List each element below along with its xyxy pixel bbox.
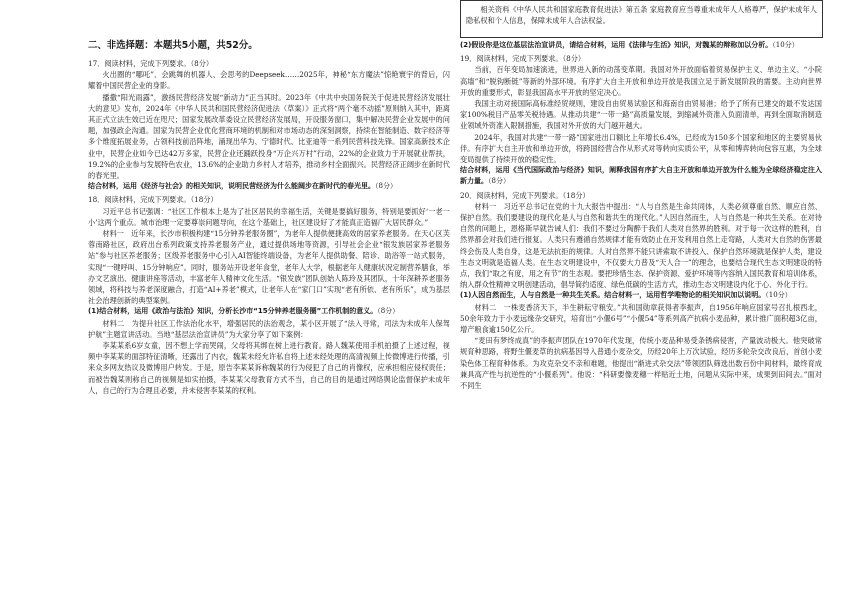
- q19-para-2: 我国主动对接国际高标准经贸规则，建设自由贸易试验区和海南自由贸易港；给予了所有已建交的最不发达国家100%税目产品零关税待遇。从推动共建“一带一路”高质量发展，到缩减外资准入负面清单，再到全面取消制造业领域外资准入限制措施，我国对外开放的大门越开越大。: [460, 99, 822, 131]
- section-title: 二、非选择题：本题共5小题，共52分。: [88, 40, 258, 51]
- q17-ask: 结合材料，运用《经济与社会》的相关知识，说明民营经济为什么能阔步在新时代的春光里。: [88, 182, 375, 191]
- q18-question-2: [460, 40, 822, 51]
- q20-stem: 20．阅读材料，完成下列要求。（18分）: [460, 190, 590, 200]
- q17-para-1: 火出圈的“哪吒”、会跳舞的机器人、会思考的Deepseek……2025年，神秘“东方魔法”惊艳寰宇的背后，闪耀着中国民营企业的身影。: [88, 70, 450, 91]
- q19-para-1: 当前，百年变局加速演进，世界进入新的动荡变革期。我国对外开放面临着贸易保护主义、单边主义、“小院高墙”和“脱钩断链”等新的外部环境。有序扩大自主开放和单边开放是我国立足于新发展阶段的需要。主动向世界开放的重要形式，彰显我国高水平开放的坚定决心。: [460, 65, 822, 97]
- q17-score: （8分）: [375, 182, 397, 191]
- q20-material-2-b: “麦田有梦终成真”的李振声团队在1970年代发现，传统小麦品种易受条锈病侵害，产量波动极大。他突破常规育种思路，将野生偃麦草的抗病基因导入普通小麦杂交，历经20年上万次试验，经历多轮杂交改良后，首创小麦染色体工程育种体系。为攻克杂交不亲和难题，他提出“渐进式杂交法”带领团队筛选出数百份中间材料，最终育成兼具高产性与抗逆性的“小偃系列”。他说：“科研要像麦穗一样贴近土地，问题从实际中来，成果到田间去。”面对不同生: [460, 336, 822, 391]
- q18-ask-1: (1)结合材料，运用《政治与法治》知识，分析长沙市“15分钟养老服务圈”工作机制的意义。: [88, 307, 378, 316]
- reference-text: 相关资料《中华人民共和国家庭教育促进法》第五条 家庭教育应当尊重未成年人人格尊严，保护未成年人隐私权和个人信息，保障未成年人合法权益。: [466, 5, 817, 26]
- q17-question: [88, 181, 450, 192]
- q20-ask-1: (1)人因自然而生，人与自然是一种共生关系。结合材料一，运用哲学唯物论的相关知识加以说明。: [460, 291, 766, 300]
- q19-question: [460, 165, 822, 187]
- q18-ask-2: (2)假设你是这位基层法治宣讲员，请结合材料，运用《法律与生活》知识，对魏某的辩称加以分析。: [460, 41, 773, 49]
- reference-box: [460, 0, 823, 38]
- q17-stem: 17．阅读材料，完成下列要求。（8分）: [88, 59, 214, 68]
- q18-material-1: 材料一 近年来，长沙市积极构建“15分钟养老服务圈”，为老年人提供便捷高效的居家养老服务。在天心区芙蓉南路社区，政府出台系列政策支持养老服务产业，通过提供场地等资源，引导社会企业“银发族居家养老服务站”参与社区养老服务；区级养老服务中心引入AI智能终端设备，为老年人提供助餐、陪诊、助浴等一站式服务，实现“一键呼叫、15分钟响应”。同时，服务站开设老年食堂，老年人大学，根据老年人健康状况定制营养膳食，举办文艺演出、健康讲座等活动，丰富老年人精神文化生活。“银发族”团队创始人陈玲及其团队，十年深耕养老服务领域，将科技与养老深度融合，打造“AI+养老”模式，让老年人在“家门口”实现“老有所依、老有所乐”，成为基层社会治理创新的典型案例。: [88, 229, 450, 306]
- q19-ask: 结合材料，运用《当代国际政治与经济》知识，阐释我国有序扩大自主开放和单边开放为什么能为全球经济稳定注入新力量。: [460, 166, 822, 186]
- q20-question-1: [460, 290, 822, 301]
- q20-material-2: 材料二 一株麦香济天下，半生耕耘守粮安。”共和国勋章获得者李振声，自1956年响应国家号召扎根西北，50余年致力于小麦远缘杂交研究，培育出“小偃6号”“小偃54”等系列高产抗病小麦品种，累计推广面积超3亿亩，增产粮食逾150亿公斤。: [460, 302, 822, 335]
- right-column: [460, 40, 822, 391]
- q18-score-2: （10分）: [772, 41, 799, 49]
- q18-intro: 习近平总书记强调：“社区工作根本上是为了社区居民的幸福生活，关键是要搞好服务，特别是要抓好‘一老一小’这两个重点。城市治理一定要尊崇问题导向，在这个基础上，社区建设好了才能真正造福广大居民群众。”: [88, 206, 450, 227]
- q20-score-1: （10分）: [765, 291, 792, 300]
- q17-para-2: 播撒“阳光雨露”，激扬民营经济发展“新动力”正当其时。2023年《中共中央国务院关于促进民营经济发展壮大的意见》发布，2024年《中华人民共和国民营经济促进法（草案）》正式将“两个毫不动摇”原则纳入其中，距离其正式立法生效已近在咫尺；国家发展改革委设立民营经济发展局，开设服务窗口，集中解决民营企业发展中的问题，加强政企沟通。国家为民营企业优化营商环境的机制和对市场动态的深刻洞察，持续在智能制造、数字经济等多个维度拓展业务，占领科技前沿阵地，涌现出华为、宁德时代、比亚迪等一系列民营科技先锋。国家高新技术企业中，民营企业如今已达42万多家，民营企业还踊跃投身“万企兴万村”行动，22%的企业致力于开展就业帮扶，19.2%的企业参与发展特色农业，13.6%的企业助力乡村人才培养，推动乡村全面振兴。民营经济正阔步在新时代的春光里。: [88, 92, 450, 181]
- q18-stem: 18．阅读材料，完成下列要求。（18分）: [88, 195, 218, 205]
- q18-material-2: 材料二 为提升社区工作法治化水平，增强居民的法治观念，某小区开展了“法入寻常，司法为未成年人保驾护航”主题宣讲活动。当地“基层法治宣讲员”为大家分享了如下案例：: [88, 318, 450, 339]
- q18-material-2-case: 李某某系6岁女童，因不想上学而哭闹，父母将其绑在树上进行教育。路人魏某使用手机拍摄了上述过程，视频中李某某的面部特征清晰，还露出了内衣，魏某未经允许私自将上述未经处理的高清视频上传微博进行传播，引来众多网友热议及微博用户转发。于是，原告李某某诉称魏某的行为侵犯了自己的肖像权，应承担相应侵权责任；而被告魏某则称自己的视频是如实拍摄，李某某父母教育方式不当，自己的目的是通过网络舆论监督保护未成年人，自己的行为合理且必要，并未侵害李某某的权利。: [88, 341, 450, 395]
- q18-question-1: [88, 306, 450, 317]
- left-column: [88, 38, 450, 396]
- q19-para-3: 2024年，我国对共建“一带一路”国家进出口额比上年增长6.4%，已经成为150多个国家和地区的主要贸易伙伴。有序扩大自主开放和单边开放，将跨国经营合作从形式对等转向实质公平，从零和博弈转向包容互惠，为全球变局提供了持续开放的稳定性。: [460, 132, 822, 165]
- q19-score: （8分）: [488, 177, 510, 186]
- q18-score-1: （8分）: [377, 307, 400, 316]
- q20-material-1: 材料一 习近平总书记在党的十九大报告中提出：“人与自然是生命共同体，人类必须尊重自然、顺应自然、保护自然。我们要建设的现代化是人与自然和谐共生的现代化。”人因自然而生，人与自然是一种共生关系。在对待自然的问题上，恩格斯早就告诫人们：我们不要过分陶醉于我们人类对自然界的胜利。对于每一次这样的胜利，自然界都会对我们进行报复。人类只有遵循自然规律才能有效防止在开发利用自然上走弯路，人类对大自然的伤害最终会伤及人类自身，这是无法抗拒的规律。人对自然界不能只讲索取不讲投入、保护自然环境就是保护人类，建设生态文明就是造福人类。在生态文明建设中，不仅要大力普及“天人合一”的理念，也要结合现代生态文明建设的特点，我们“取之有度，用之有节”的生态观。要把珍惜生态、保护资源、爱护环境等内容纳入国民教育和培训体系，纳入群众性精神文明创建活动，倡导简约适度、绿色低碳的生活方式，推动生态文明建设内化于心、外化于行。: [460, 201, 822, 290]
- q19-stem: 19．阅读材料，完成下列要求。（8分）: [460, 54, 586, 64]
